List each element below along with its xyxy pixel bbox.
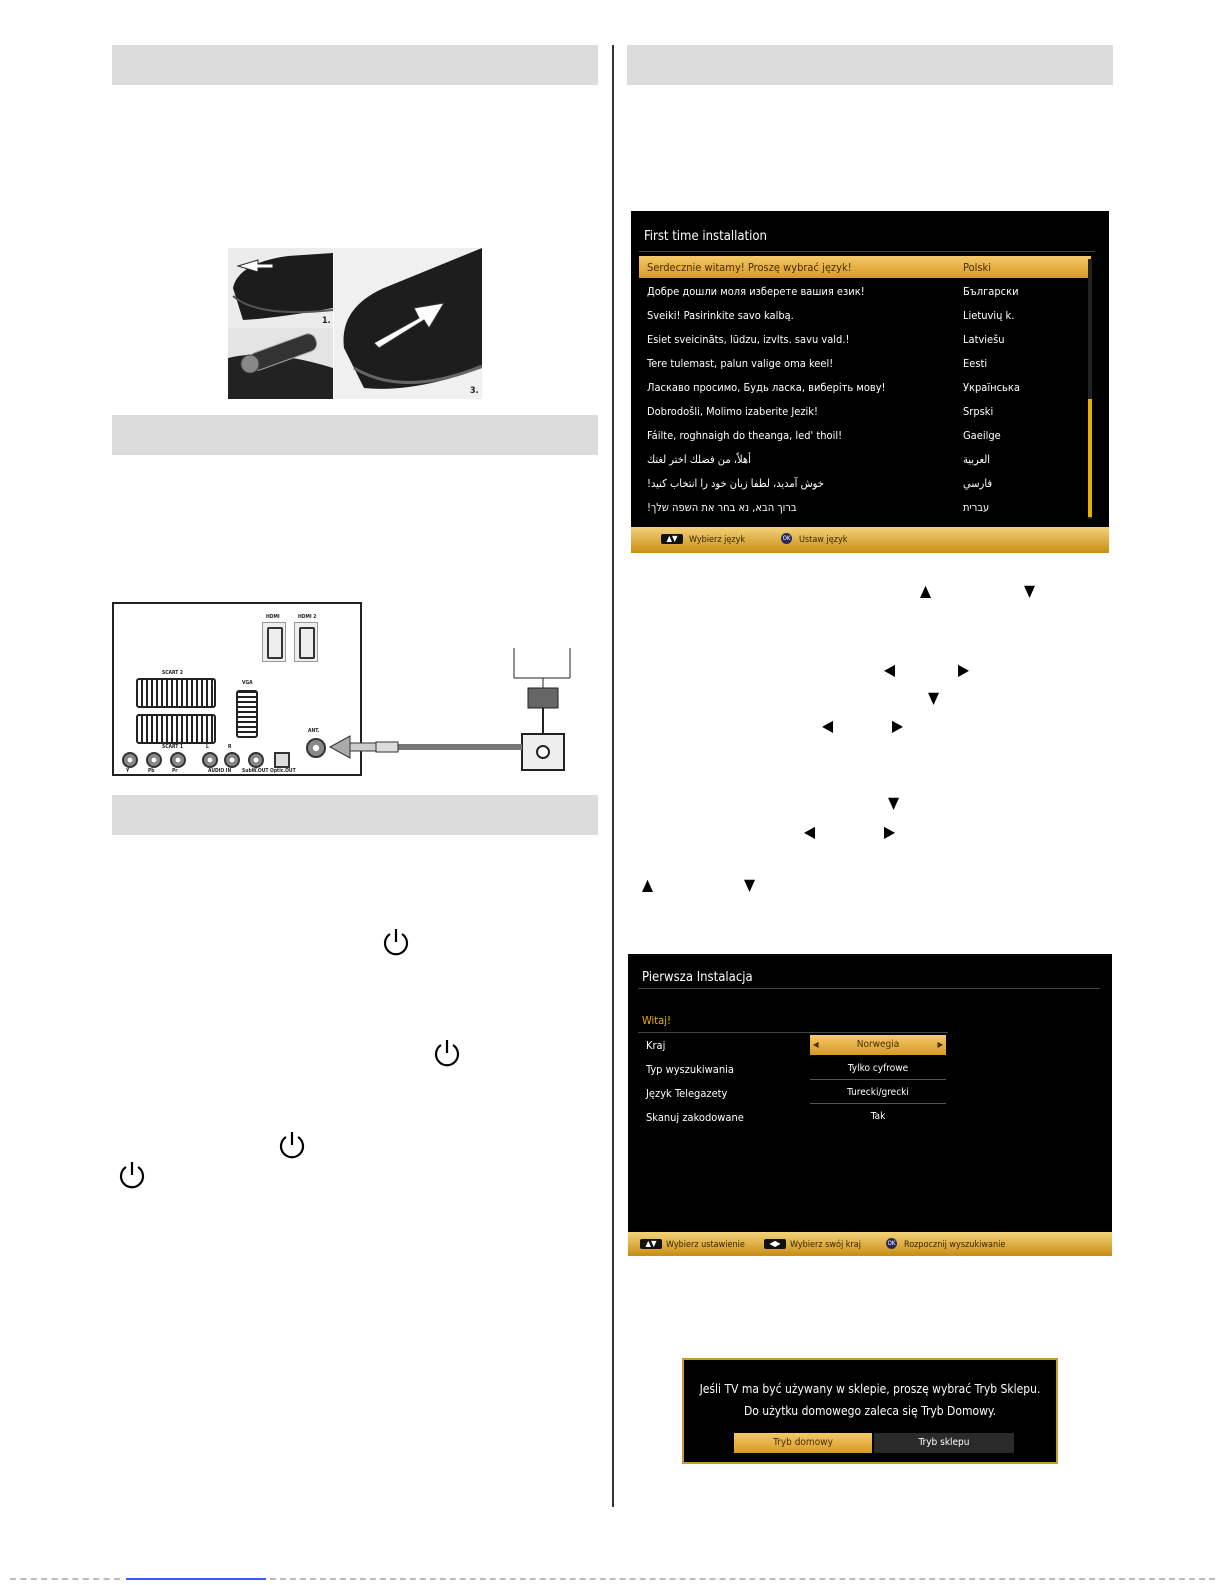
footer-rule-left [10,1578,120,1582]
language-name: فارسي [963,477,993,490]
teletext-language-row[interactable] [640,1082,950,1104]
language-name: Srpski [963,405,994,418]
osd-footer [631,527,1109,553]
language-prompt: Ласкаво просимо, Будь ласка, виберіть мову! [647,381,886,394]
country-row[interactable] [640,1034,950,1056]
scart-2-label: SCART 2 [162,670,184,676]
remote-back-cover-image [228,248,333,328]
scan-encrypted-row[interactable] [640,1106,950,1128]
power-icon [433,1038,461,1068]
remote-photo-1 [228,248,333,328]
osd-title-rule [638,988,1100,989]
setting-value[interactable]: Turecki/grecki [810,1083,946,1104]
subw-label: SubW.OUT [242,768,269,774]
arrow-up-icon: ▲ [642,875,654,894]
first-time-installation-screen [631,211,1109,553]
arrow-left-icon: ◀ [884,660,896,679]
language-row[interactable] [639,400,1091,422]
language-row[interactable] [639,376,1091,398]
remote-photo-2 [228,328,333,399]
language-prompt: خوش آمدید، لطفا زبان خود را انتخاب کنید! [647,477,824,490]
photo-label-3: 3. [470,386,479,396]
language-row[interactable] [639,472,1091,494]
language-name: עברית [963,501,990,514]
section-header-4 [627,45,1113,85]
up-down-key-icon: ▲▼ [661,534,683,544]
language-prompt: Sveiki! Pasirinkite savo kalbą. [647,309,794,322]
footer-select-setting: Wybierz ustawienie [666,1240,745,1250]
language-prompt: Fáilte, roghnaigh do theanga, led' thoil! [647,429,843,442]
power-icon [118,1160,146,1190]
footer-select-language: Wybierz język [689,535,746,545]
footer-select-country: Wybierz swój kraj [790,1240,862,1250]
remote-photo-3 [334,248,482,399]
language-row[interactable] [639,352,1091,374]
setting-value: Norwegia [856,1039,900,1050]
subwoofer-jack [248,752,264,768]
vga-port [236,690,258,738]
photo-label-1: 1. [322,316,331,326]
arrow-left-icon: ◀ [822,716,834,735]
language-name: Български [963,285,1019,298]
chevron-left-icon[interactable]: ◀ [813,1040,819,1049]
vga-label: VGA [242,680,253,686]
language-row[interactable] [639,256,1091,278]
country-selector[interactable] [810,1035,946,1055]
left-right-key-icon: ◀▶ [764,1239,786,1249]
language-row[interactable] [639,328,1091,350]
setting-value[interactable]: Tak [870,1111,886,1122]
osd-title: Pierwsza Instalacja [642,970,753,985]
arrow-right-icon: ▶ [884,822,896,841]
arrow-down-icon: ▼ [744,875,756,894]
setting-value[interactable]: Tylko cyfrowe [810,1059,946,1080]
osd-title: First time installation [644,229,767,244]
y-label: Y [126,768,130,774]
footer-rule-right [270,1578,1215,1582]
pb-jack [146,752,162,768]
pb-label: Pb [148,768,155,774]
power-icon [278,1130,306,1160]
arrow-left-icon: ◀ [804,822,816,841]
antenna-cable-diagram [300,648,572,776]
audio-l-jack [202,752,218,768]
store-mode-button[interactable]: Tryb sklepu [874,1433,1014,1453]
y-jack [122,752,138,768]
setting-label: Język Telegazety [646,1087,728,1100]
optical-out-port [274,752,290,768]
language-prompt: Serdecznie witamy! Proszę wybrać język! [647,261,852,274]
language-scrollbar[interactable] [1088,259,1092,519]
dialog-message: Jeśli TV ma być używany w sklepie, proszę wybrać Tryb Sklepu. Do użytku domowego zaleca się Tryb Domowy. [699,1382,1041,1418]
language-row[interactable] [639,496,1091,518]
photo-label-2: 2. [322,386,331,396]
language-name: Українська [963,381,1020,394]
hdmi-2-label: HDMI 2 [298,614,317,620]
osd-footer [628,1232,1112,1256]
setting-label: Kraj [646,1039,666,1052]
osd-title-rule [639,251,1095,252]
language-name: Gaeilge [963,429,1001,442]
language-row[interactable] [639,448,1091,470]
column-divider [612,45,614,1507]
language-row[interactable] [639,304,1091,326]
audio-r-jack [224,752,240,768]
audio-in-label: AUDIO IN [208,768,232,774]
search-type-row[interactable] [640,1058,950,1080]
language-prompt: Esiet sveicināts, lūdzu, izvlts. savu vald.! [647,333,850,346]
remote-close-cover-image [334,248,482,399]
arrow-up-icon: ▲ [920,581,932,600]
ok-key-icon: OK [887,1240,896,1247]
footer-rule-highlight [126,1578,266,1580]
language-name: Lietuvių k. [963,309,1015,322]
hdmi-1-label: HDMI [266,614,280,620]
home-mode-button[interactable]: Tryb domowy [734,1433,872,1453]
first-installation-settings-screen [628,954,1112,1256]
welcome-label: Witaj! [642,1014,671,1027]
language-prompt: ברוך הבא, נא בחר את השפה שלך! [647,501,797,514]
language-name: Eesti [963,357,988,370]
scart-2-port [136,678,216,708]
up-down-key-icon: ▲▼ [640,1239,662,1249]
section-header-1 [112,45,598,85]
chevron-right-icon[interactable]: ▶ [937,1040,943,1049]
scrollbar-thumb[interactable] [1088,399,1092,517]
footer-start-search: Rozpocznij wyszukiwanie [904,1240,1006,1250]
ant-label: ANT. [308,728,320,734]
scart-1-port [136,714,216,744]
section-header-3 [112,795,598,835]
language-prompt: Tere tulemast, palun valige oma keel! [647,357,834,370]
arrow-down-icon: ▼ [1024,581,1036,600]
hdmi-1-port [262,622,286,662]
language-row[interactable] [639,280,1091,302]
ok-key-icon: OK [782,535,791,542]
setting-label: Typ wyszukiwania [646,1063,734,1076]
language-name: العربية [963,453,991,466]
language-name: Latviešu [963,333,1005,346]
arrow-right-icon: ▶ [958,660,970,679]
language-prompt: أهلاً، من فضلك اختر لغتك [647,453,751,466]
arrow-down-icon: ▼ [928,688,940,707]
arrow-right-icon: ▶ [892,716,904,735]
language-row[interactable] [639,424,1091,446]
welcome-rule [638,1032,948,1033]
pr-jack [170,752,186,768]
power-icon [382,927,410,957]
optic-label: Optic.OUT [270,768,296,774]
language-prompt: Добре дошли моля изберете вашия език! [647,285,865,298]
setting-label: Skanuj zakodowane [646,1111,744,1124]
pr-label: Pr [172,768,178,774]
footer-set-language: Ustaw język [799,535,848,545]
language-prompt: Dobrodošli, Molimo izaberite Jezik! [647,405,818,418]
mode-select-dialog [682,1358,1058,1464]
section-header-2 [112,415,598,455]
audio-r-label: R [228,744,232,750]
language-name: Polski [963,261,992,274]
audio-l-label: L [206,744,209,750]
battery-insert-image [228,328,333,399]
arrow-down-icon: ▼ [888,793,900,812]
scart-1-label: SCART 1 [162,744,184,750]
